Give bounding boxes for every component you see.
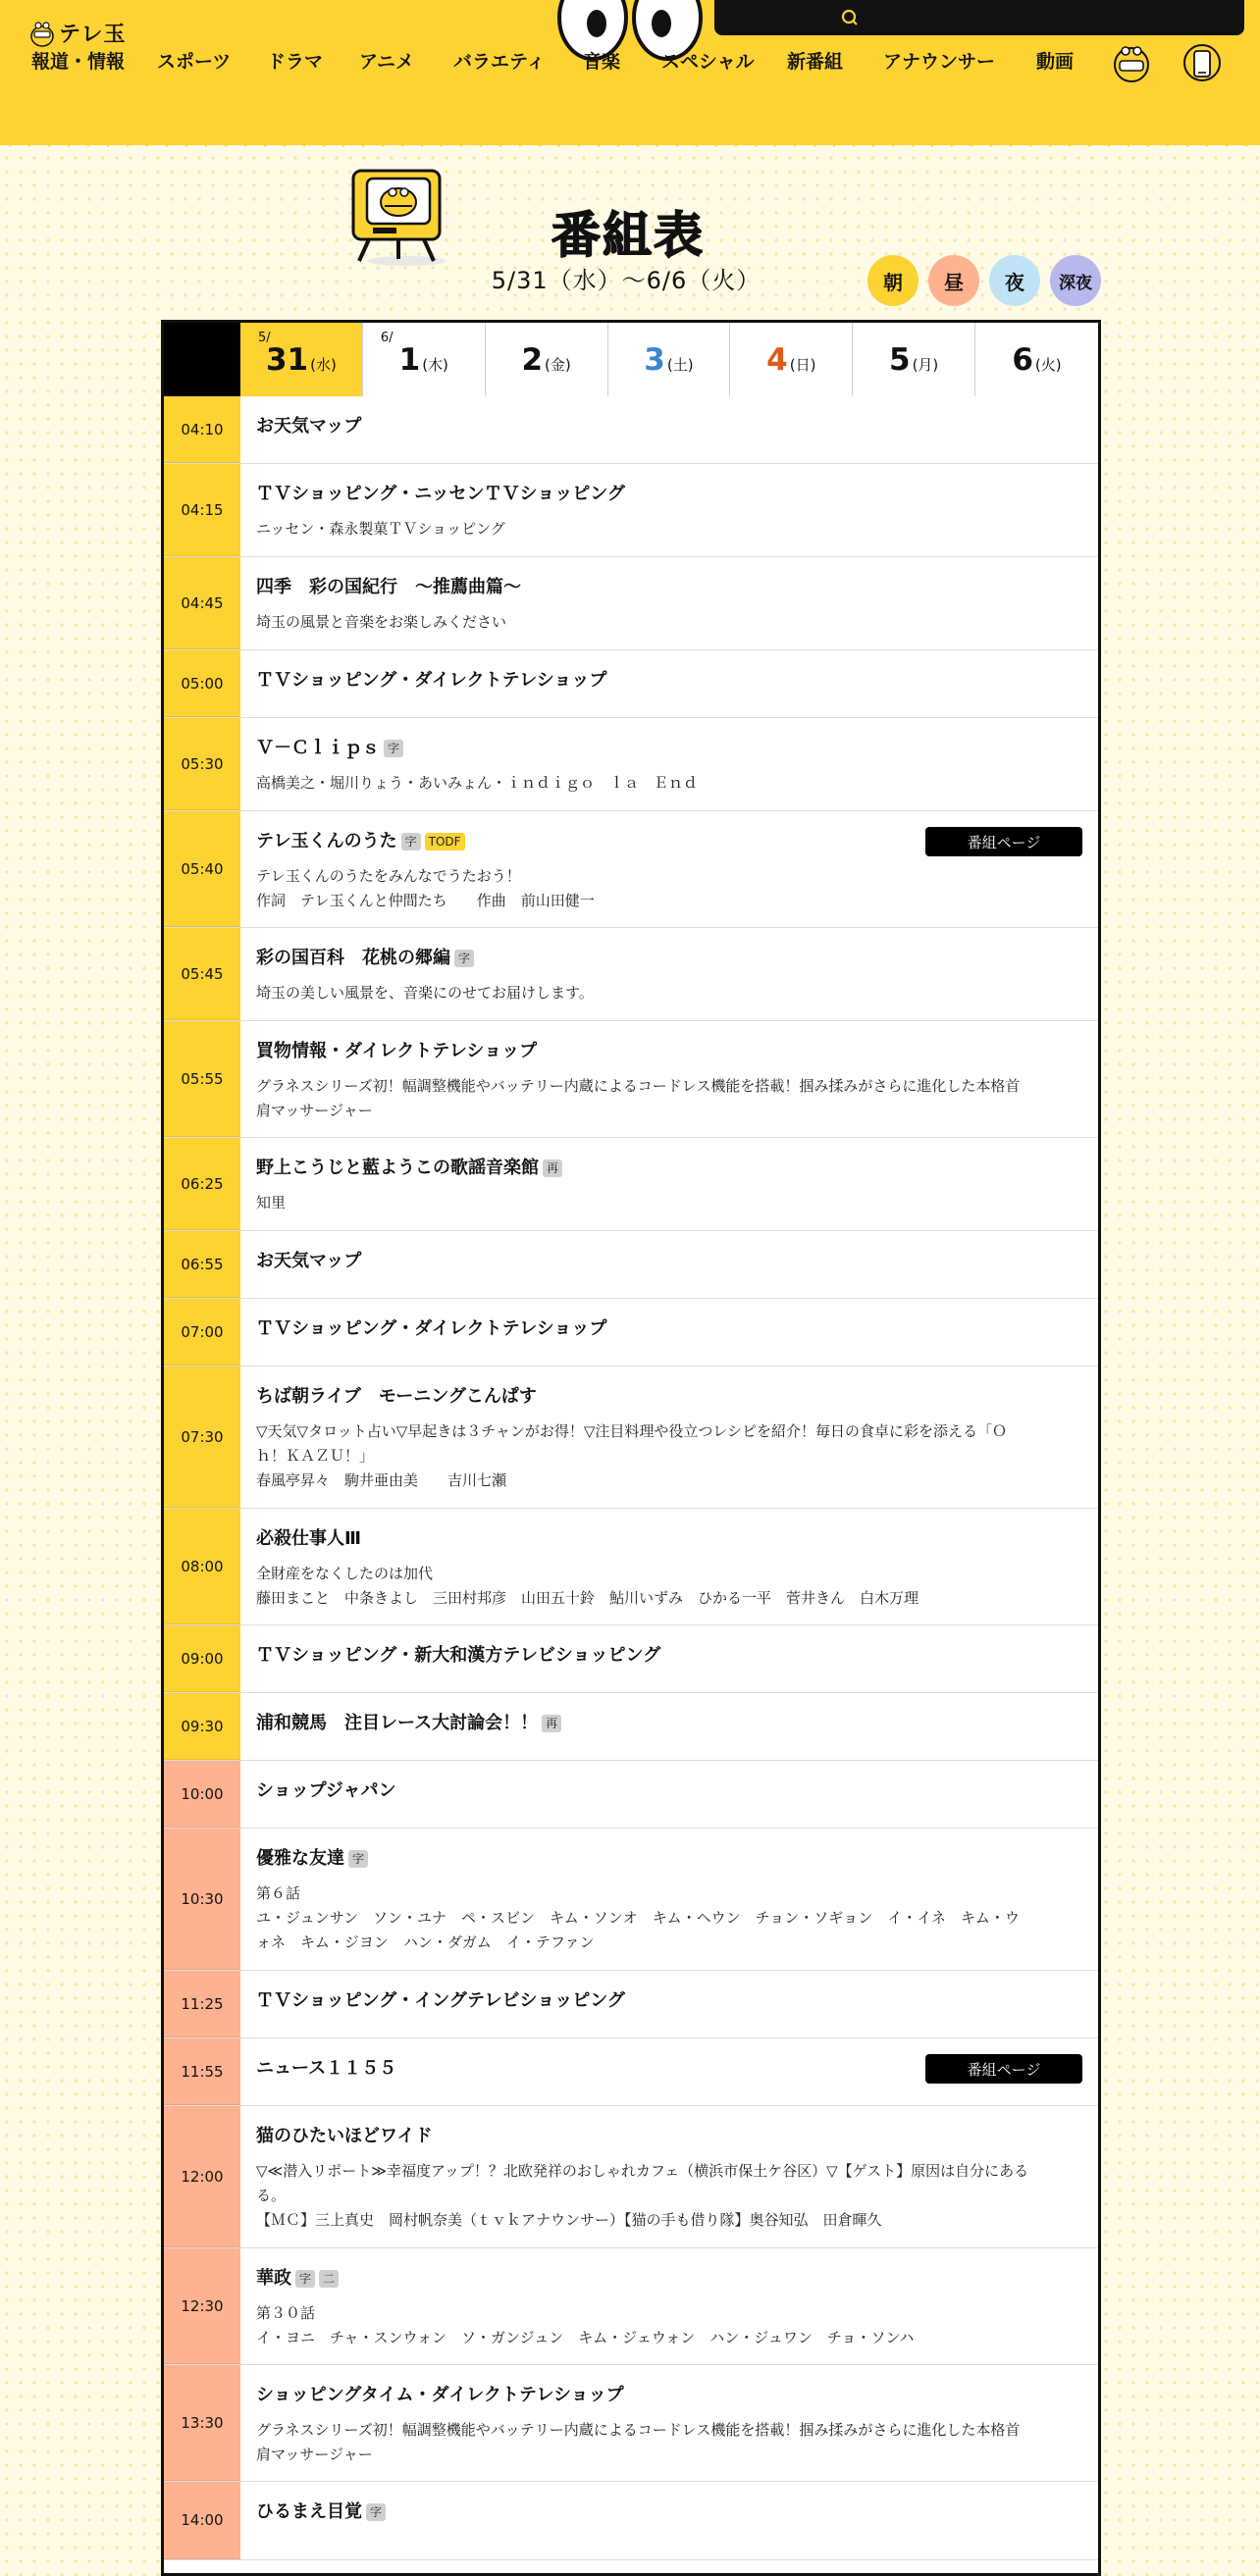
day-tab-5[interactable] <box>853 323 975 396</box>
program-title[interactable]: ニュース１１５５ <box>256 2058 397 2079</box>
mascot-phone-icon[interactable] <box>1180 37 1225 84</box>
program-time: 13:30 <box>164 2365 240 2481</box>
day-number: 31 <box>265 342 309 378</box>
program-time: 06:55 <box>164 1231 240 1298</box>
program-cell[interactable] <box>240 1971 1098 2037</box>
header-zigzag-edge <box>0 133 1260 155</box>
program-badge: 字 <box>384 740 403 757</box>
program-title[interactable]: Ｖ－Ｃｌｉｐｓ <box>256 738 380 758</box>
day-number: 3 <box>644 342 665 378</box>
program-cell[interactable] <box>240 1231 1098 1298</box>
program-description-line: ▽天気▽タロット占い▽早起きは３チャンがお得！▽注目料理や役立つレシピを紹介！毎日の食卓に彩を添える「Ｏ <box>256 1422 1008 1440</box>
program-list <box>164 396 1098 2560</box>
tv-mascot-icon <box>345 163 455 267</box>
day-weekday: (水) <box>310 356 337 374</box>
program-row <box>164 1693 1098 1761</box>
program-title-row <box>256 575 1082 600</box>
program-title[interactable]: お天気マップ <box>256 1251 362 1271</box>
program-time: 04:45 <box>164 557 240 649</box>
day-number: 1 <box>398 342 421 378</box>
program-badge: 字 <box>366 2503 386 2521</box>
day-weekday: (火) <box>1034 356 1062 374</box>
day-label <box>853 342 974 378</box>
program-time: 05:55 <box>164 1021 240 1137</box>
program-cell[interactable] <box>240 396 1098 463</box>
program-badge: 字 <box>401 833 421 850</box>
program-row <box>164 811 1098 928</box>
program-row <box>164 1231 1098 1299</box>
program-row <box>164 1138 1098 1231</box>
tod-morning-button[interactable]: 朝 <box>867 255 919 306</box>
program-row <box>164 2248 1098 2365</box>
nav-item-music[interactable]: 音楽 <box>583 51 621 73</box>
program-title[interactable]: 猫のひたいほどワイド <box>256 2126 433 2146</box>
nav-item-news[interactable]: 報道・情報 <box>31 51 126 73</box>
program-description-line: ▽≪潜入リポート≫幸福度アップ！？北欧発祥のおしゃれカフェ（横浜市保土ケ谷区）▽【ゲスト】原因は自分にある <box>256 2162 1029 2180</box>
program-title[interactable]: 華政 <box>256 2268 291 2289</box>
day-label <box>363 342 485 378</box>
corner-cell <box>164 323 240 396</box>
program-title-row <box>256 2383 1082 2408</box>
program-description-line: イ・ヨニ チャ・スンウォン ソ・ガンジュン キム・ジェウォン ハン・ジュワン チョ・ソンハ <box>256 2329 915 2346</box>
schedule-table <box>161 320 1101 2576</box>
program-title[interactable]: ＴＶショッピング・ダイレクトテレショップ <box>256 670 607 691</box>
tod-noon-button[interactable]: 昼 <box>928 255 979 306</box>
program-row <box>164 1829 1098 1971</box>
program-cell[interactable] <box>240 2248 1098 2364</box>
program-description-line: ォネ キム・ジヨン ハン・ダガム イ・テファン <box>256 1933 595 1951</box>
program-description <box>256 1074 1082 1123</box>
program-badge: 字 <box>295 2270 315 2288</box>
program-title-row <box>256 668 1082 694</box>
program-description <box>256 1881 1082 1955</box>
day-tab-4[interactable] <box>730 323 853 396</box>
day-month: 6/ <box>380 331 394 345</box>
tod-late-night-button[interactable]: 深夜 <box>1050 255 1101 306</box>
program-title[interactable]: 優雅な友達 <box>256 1848 344 1869</box>
program-description-line: 全財産をなくしたのは加代 <box>256 1565 434 1582</box>
program-row <box>164 2365 1098 2482</box>
nav-item-video[interactable]: 動画 <box>1036 51 1075 73</box>
program-row <box>164 2038 1098 2106</box>
program-cell[interactable] <box>240 1299 1098 1365</box>
logo-text: テレ玉 <box>59 22 127 47</box>
program-row <box>164 2482 1098 2560</box>
program-title-row <box>256 1316 1082 1342</box>
program-cell[interactable] <box>240 1625 1098 1692</box>
day-tab-6[interactable] <box>975 323 1098 396</box>
program-description-line: 高橋美之・堀川りょう・あいみょん・ｉｎｄｉｇｏ ｌａ Ｅｎｄ <box>256 774 699 792</box>
day-number: 5 <box>888 342 911 378</box>
program-title-row <box>256 1988 1082 2014</box>
day-label <box>608 342 730 378</box>
program-time: 05:00 <box>164 650 240 717</box>
program-cell[interactable] <box>240 1693 1098 1760</box>
program-title-row <box>256 482 1082 507</box>
program-description-line: 作詞 テレ玉くんと仲間たち 作曲 前山田健一 <box>256 892 595 909</box>
program-description-line: 肩マッサージャー <box>256 2446 373 2463</box>
program-cell[interactable] <box>240 557 1098 649</box>
program-time: 05:45 <box>164 928 240 1020</box>
mascot-logo-icon <box>29 18 55 47</box>
program-cell[interactable] <box>240 718 1098 810</box>
program-cell[interactable] <box>240 928 1098 1020</box>
program-description <box>256 1419 1082 1493</box>
program-cell[interactable] <box>240 2038 1098 2105</box>
day-label <box>730 342 852 378</box>
program-description <box>256 1191 1082 1215</box>
tod-night-button[interactable]: 夜 <box>989 255 1040 306</box>
program-title[interactable]: お天気マップ <box>256 416 362 437</box>
program-cell[interactable] <box>240 650 1098 717</box>
program-time: 07:00 <box>164 1299 240 1365</box>
program-row <box>164 650 1098 718</box>
program-title-row <box>256 946 1082 971</box>
site-header <box>0 0 1260 145</box>
program-description-line: ユ・ジュンサン ソン・ユナ ペ・スビン キム・ソンオ キム・ヘウン チョン・ソギョン イ・イネ キム・ウ <box>256 1909 1020 1927</box>
day-tab-31[interactable] <box>240 323 363 396</box>
program-page-button[interactable]: 番組ページ <box>925 2054 1082 2084</box>
day-number: 6 <box>1012 342 1033 378</box>
program-time: 12:30 <box>164 2248 240 2364</box>
day-label <box>486 342 607 378</box>
program-time: 11:25 <box>164 1971 240 2037</box>
day-label <box>240 342 362 378</box>
time-of-day-selector <box>867 255 1101 306</box>
program-cell[interactable] <box>240 1138 1098 1230</box>
program-time: 10:00 <box>164 1761 240 1828</box>
program-time: 09:00 <box>164 1625 240 1692</box>
day-tab-2[interactable] <box>486 323 608 396</box>
program-title-row <box>256 1711 1082 1736</box>
program-description-line: 第６話 <box>256 1884 301 1902</box>
program-description-line: グラネスシリーズ初！幅調整機能やバッテリー内蔵によるコードレス機能を搭載！掴み揉みがさらに進化した本格首 <box>256 2421 1021 2439</box>
search-icon[interactable] <box>840 8 860 27</box>
nav-item-special[interactable]: スペシャル <box>661 51 755 73</box>
program-description <box>256 771 1082 796</box>
program-cell[interactable] <box>240 2106 1098 2247</box>
program-cell[interactable] <box>240 1829 1098 1970</box>
day-tabs <box>164 323 1098 396</box>
program-title[interactable]: ひるまえ目覚 <box>256 2501 362 2522</box>
nav-item-variety[interactable]: バラエティ <box>453 51 546 73</box>
program-page-button[interactable]: 番組ページ <box>925 827 1082 856</box>
program-title[interactable]: 必殺仕事人Ⅲ <box>256 1528 362 1549</box>
nav-item-new-programs[interactable]: 新番組 <box>787 51 844 73</box>
program-title[interactable]: ショッピングタイム・ダイレクトテレショップ <box>256 2385 624 2405</box>
day-tab-3[interactable] <box>608 323 731 396</box>
day-weekday: (日) <box>789 356 816 374</box>
program-title-row <box>256 1526 1082 1552</box>
program-description <box>256 2418 1082 2467</box>
program-description-line: グラネスシリーズ初！幅調整機能やバッテリー内蔵によるコードレス機能を搭載！掴み揉みがさらに進化した本格首 <box>256 1077 1021 1095</box>
main-nav <box>0 47 1260 77</box>
program-description-line: 知里 <box>256 1194 287 1211</box>
program-title[interactable]: ＴＶショッピング・イングテレビショッピング <box>256 1990 625 2011</box>
program-title[interactable]: ショップジャパン <box>256 1780 396 1801</box>
program-description <box>256 981 1082 1005</box>
program-title-row <box>256 1156 1082 1181</box>
program-description-line: 埼玉の美しい風景を、音楽にのせてお届けします。 <box>256 984 594 1002</box>
program-title-row <box>256 1643 1082 1669</box>
program-title-row <box>256 2266 1082 2292</box>
program-cell[interactable] <box>240 1021 1098 1137</box>
program-title-row <box>256 2124 1082 2149</box>
program-title[interactable]: ＴＶショッピング・ダイレクトテレショップ <box>256 1318 607 1339</box>
program-time: 04:10 <box>164 396 240 463</box>
program-cell[interactable] <box>240 1366 1098 1508</box>
program-description-line: 埼玉の風景と音楽をお楽しみください <box>256 613 507 631</box>
program-row <box>164 1299 1098 1366</box>
program-title-row <box>256 1846 1082 1872</box>
program-title[interactable]: ＴＶショッピング・ニッセンＴＶショッピング <box>256 484 625 504</box>
program-cell[interactable] <box>240 1509 1098 1624</box>
program-title-row <box>256 736 1082 761</box>
site-logo[interactable] <box>29 16 127 49</box>
day-number: 4 <box>766 342 788 378</box>
program-title-row <box>256 1778 1082 1804</box>
program-time: 05:30 <box>164 718 240 810</box>
program-time: 06:25 <box>164 1138 240 1230</box>
nav-item-announcer[interactable]: アナウンサー <box>883 51 996 73</box>
program-title[interactable]: 彩の国百科 花桃の郷編 <box>256 948 450 968</box>
program-title-row <box>256 1249 1082 1274</box>
mascot-face-icon[interactable] <box>1109 37 1154 84</box>
program-cell[interactable] <box>240 1761 1098 1828</box>
program-title[interactable]: ＴＶショッピング・新大和漢方テレビショッピング <box>256 1645 661 1666</box>
program-cell[interactable] <box>240 464 1098 556</box>
program-description-line: ニッセン・森永製菓ＴＶショッピング <box>256 520 505 538</box>
program-row <box>164 1625 1098 1693</box>
day-label <box>975 342 1098 378</box>
program-badge: 二 <box>319 2270 339 2288</box>
program-time: 07:30 <box>164 1366 240 1508</box>
program-row <box>164 928 1098 1021</box>
program-row <box>164 464 1098 557</box>
program-title[interactable]: 買物情報・ダイレクトテレショップ <box>256 1041 538 1061</box>
program-title[interactable]: テレ玉くんのうた <box>256 831 397 851</box>
program-badge: 再 <box>543 1159 562 1177</box>
nav-item-drama[interactable]: ドラマ <box>267 51 324 73</box>
program-time: 09:30 <box>164 1693 240 1760</box>
program-description-line: 【ＭＣ】三上真史 岡村帆奈美（ｔｖｋアナウンサー）【猫の手も借り隊】奥谷知弘 田倉暉久 <box>256 2211 882 2229</box>
day-tab-1[interactable] <box>363 323 486 396</box>
page-title: 番組表 <box>551 207 705 264</box>
program-badge: 再 <box>542 1715 561 1732</box>
program-description-line: る。 <box>256 2187 287 2204</box>
program-description <box>256 610 1082 635</box>
program-description-line: テレ玉くんのうたをみんなでうたおう！ <box>256 867 521 885</box>
day-number: 2 <box>521 342 544 378</box>
program-badge: TODF <box>425 833 465 850</box>
nav-item-sports[interactable]: スポーツ <box>157 51 232 73</box>
day-weekday: (木) <box>422 356 448 374</box>
program-row <box>164 1366 1098 1509</box>
day-weekday: (金) <box>545 356 571 374</box>
search-bar[interactable] <box>714 0 1244 35</box>
program-time: 10:30 <box>164 1829 240 1970</box>
program-cell[interactable] <box>240 811 1098 927</box>
program-description-line: 第３０話 <box>256 2304 316 2322</box>
program-row <box>164 2106 1098 2248</box>
program-time: 12:00 <box>164 2106 240 2247</box>
program-time: 14:00 <box>164 2482 240 2559</box>
program-title-row <box>256 414 1082 439</box>
program-row <box>164 1971 1098 2038</box>
program-row <box>164 718 1098 811</box>
nav-item-anime[interactable]: アニメ <box>359 51 415 73</box>
program-time: 11:55 <box>164 2038 240 2105</box>
program-description <box>256 864 1082 913</box>
program-time: 08:00 <box>164 1509 240 1624</box>
program-row <box>164 1021 1098 1138</box>
program-description-line: 肩マッサージャー <box>256 1102 373 1119</box>
program-description-line: ｈ！ＫＡＺＵ！」 <box>256 1447 375 1465</box>
program-title[interactable]: ちば朝ライブ モーニングこんぱす <box>256 1386 537 1407</box>
program-cell[interactable] <box>240 2365 1098 2481</box>
program-title-row <box>256 1039 1082 1064</box>
program-title-row <box>256 2499 1082 2525</box>
day-weekday: (土) <box>666 356 694 374</box>
program-description <box>256 2159 1082 2233</box>
program-row <box>164 1509 1098 1625</box>
program-row <box>164 1761 1098 1829</box>
program-row <box>164 557 1098 650</box>
day-weekday: (月) <box>912 356 939 374</box>
program-description-line: 春風亭昇々 駒井亜由美 吉川七瀬 <box>256 1471 507 1489</box>
program-badge: 字 <box>454 950 474 967</box>
program-description <box>256 2301 1082 2350</box>
program-description <box>256 1562 1082 1611</box>
program-description <box>256 517 1082 541</box>
day-month: 5/ <box>258 331 271 345</box>
program-title[interactable]: 野上こうじと藍ようこの歌謡音楽館 <box>256 1158 539 1178</box>
program-title-row <box>256 1384 1082 1410</box>
program-row <box>164 396 1098 464</box>
program-title[interactable]: 浦和競馬 注目レース大討論会！！ <box>256 1713 539 1733</box>
program-description-line: 藤田まこと 中条きよし 三田村邦彦 山田五十鈴 鮎川いずみ ひかる一平 菅井きん 白木万理 <box>256 1589 919 1607</box>
program-cell[interactable] <box>240 2482 1098 2559</box>
program-time: 04:15 <box>164 464 240 556</box>
program-time: 05:40 <box>164 811 240 927</box>
program-badge: 字 <box>348 1850 368 1868</box>
program-title[interactable]: 四季 彩の国紀行 ～推薦曲篇～ <box>256 577 521 597</box>
date-range: 5/31（水）〜6/6（火） <box>491 267 761 294</box>
